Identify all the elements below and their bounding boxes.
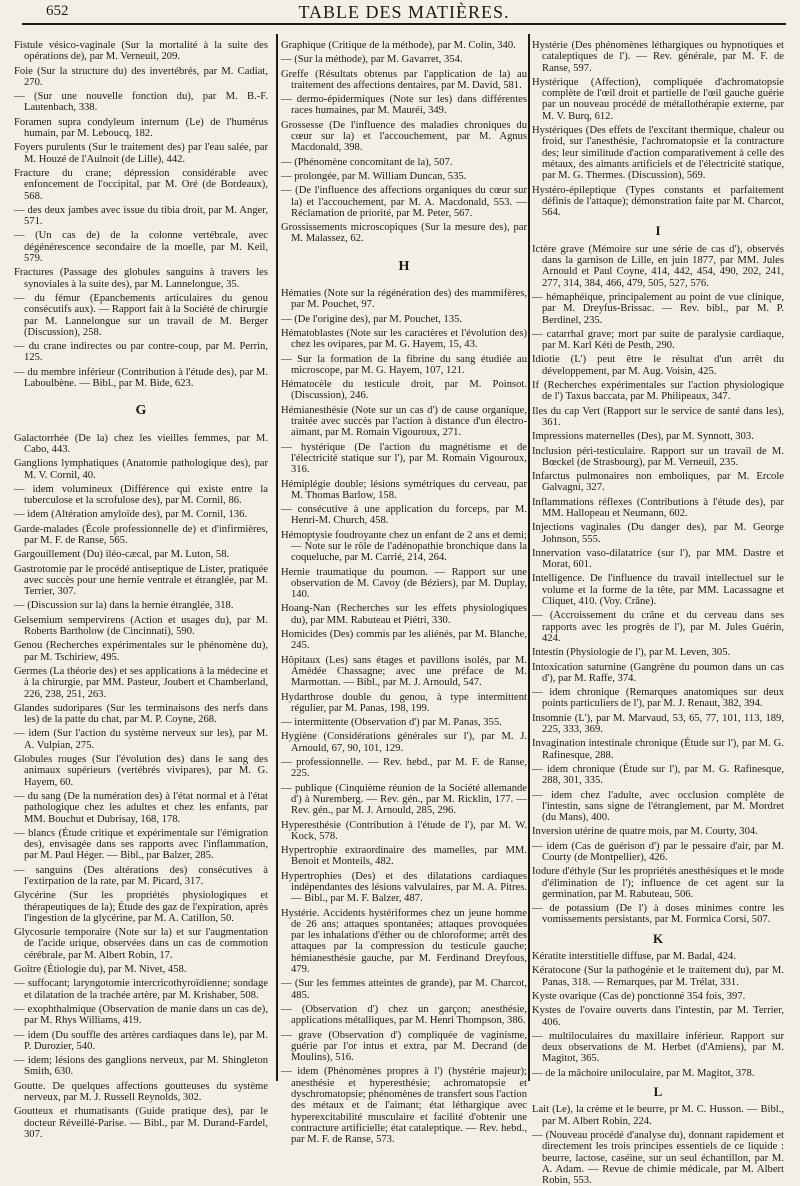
index-entry: Inflammations réflexes (Contributions à l'étude des), par MM. Hallopeau et Neumann, 602.: [532, 496, 784, 519]
index-entry: Hypertrophie extraordinaire des mamelles, par MM. Benoit et Monteils, 482.: [281, 845, 527, 868]
index-entry: Goutteux et rhumatisants (Guide pratique des), par le docteur Réveillé-Parise. — Bibl., par M. Durand-Fardel, 307.: [14, 1106, 268, 1140]
index-entry: Lait (Le), la crème et le beurre, pr M. C. Husson. — Bibl., par M. Albert Robin, 224.: [532, 1104, 784, 1127]
index-entry: Infarctus pulmonaires non emboliques, par M. Ercole Galvagni, 327.: [532, 471, 784, 494]
index-entry: — professionnelle. — Rev. hebd., par M. F. de Ranse, 225.: [281, 757, 527, 780]
index-entry: Kystes de l'ovaire ouverts dans l'intestin, par M. Terrier, 406.: [532, 1005, 784, 1028]
index-entry: Hoang-Nan (Recherches sur les effets physiologiques du), par MM. Rabuteau et Piétri, 330.: [281, 603, 527, 626]
index-entry: Genou (Recherches expérimentales sur le phénomène du), par M. Tschiriew, 495.: [14, 640, 268, 663]
index-entry: — grave (Observation d') compliquée de vaginisme, guérie par l'or intus et extra, par M. Decrand (de Moulins), 516.: [281, 1029, 527, 1064]
index-entry: — idem (Cas de guérison d') par le pessaire d'air, par M. Courty (de Montpellier), 426.: [532, 840, 784, 863]
index-entry: — (Accroissement du crâne et du cerveau dans ses rapports avec les progrès de l'), par M. Jules Guérin, 424.: [532, 610, 784, 644]
index-entry: — idem (Sur l'action du système nerveux sur les), par M. A. Vulpian, 275.: [14, 728, 268, 751]
index-entry: Innervation vaso-dilatatrice (sur l'), par MM. Dastre et Morat, 601.: [532, 547, 784, 571]
index-entry: Fractures (Passage des globules sanguins à travers les synoviales à la suite des), par M. Lannelongue, 35.: [14, 267, 268, 290]
page-title: TABLE DES MATIÈRES.: [298, 2, 510, 22]
index-entry: — multiloculaires du maxillaire inférieur. Rapport sur deux observations de M. Herbet (d'Amiens), par M. Magitot, 365.: [532, 1030, 784, 1065]
index-entry: Garde-malades (École professionnelle de) et d'infirmières, par M. F. de Ranse, 565.: [14, 523, 268, 546]
index-entry: — idem; lésions des ganglions nerveux, par M. Shingleton Smith, 630.: [14, 1055, 268, 1078]
index-entry: Foyers purulents (Sur le traitement des) par l'eau salée, par M. Houzé de l'Aulnoit (de Lille), 442.: [14, 142, 268, 165]
index-entry: Hystérie (Des phénomènes léthargiques ou hypnotiques et cataleptiques de l'). — Rev. générale, par M. F. de Ranse, 597.: [532, 40, 784, 74]
index-entry: — (Sur les femmes atteintes de grande), par M. Charcot, 485.: [281, 978, 527, 1001]
index-entry: Kératocone (Sur la pathogénie et le traitement du), par M. Panas, 318. — Remarques, par M. Trélat, 331.: [532, 965, 784, 988]
index-entry: Graphique (Critique de la méthode), par M. Colin, 340.: [281, 40, 516, 51]
index-entry: Fracture du crane; dépression considérable avec enfoncement de l'occipital, par M. Oré (de Bordeaux), 568.: [14, 167, 268, 202]
index-entry: — idem chez l'adulte, avec occlusion complète de l'intestin, sans signe de l'étranglement, par M. Mordret (du Mans), 400.: [532, 789, 784, 824]
index-entry: Glandes sudoripares (Sur les terminaisons des nerfs dans les) de la patte du chat, par M. P. Coyne, 268.: [14, 702, 268, 726]
index-entry: — exophthalmique (Observation de manie dans un cas de), par M. Rhys Williams, 419.: [14, 1003, 268, 1027]
index-entry: — (Discussion sur la) dans la hernie étranglée, 318.: [14, 600, 234, 612]
index-entry: Intoxication saturnine (Gangrène du poumon dans un cas d'), par M. Raffe, 374.: [532, 661, 784, 684]
index-entry: Inclusion péri-testiculaire. Rapport sur un travail de M. Bœckel (de Strasbourg), par M. Verneuil, 235.: [532, 445, 784, 468]
index-entry: Intelligence. De l'influence du travail intellectuel sur le volume et la forme de la tête, par MM. Lacassagne et Cliquet, 410. (Voy. Crâne).: [532, 573, 784, 608]
index-entry: Intestin (Physiologie de l'), par M. Leven, 305.: [532, 647, 731, 659]
index-entry: — intermittente (Observation d') par M. Panas, 355.: [281, 717, 502, 729]
index-entry: Hernie traumatique du poumon. — Rapport sur une observation de M. Cavoy (de Béziers), par M. Duplay, 140.: [281, 566, 527, 601]
page-header: [22, 2, 786, 22]
section-letter-g: G: [135, 403, 147, 419]
index-entry: — dermo-épidermiques (Note sur les) dans différentes races humaines, par M. Mauréi, 349.: [281, 94, 527, 117]
index-entry: — du crane indirectes ou par contre-coup, par M. Perrin, 125.: [14, 341, 268, 364]
index-entry: — prolongée, par M. William Duncan, 535.: [281, 170, 467, 182]
index-entry: — (Phénomène concomitant de la), 507.: [281, 156, 453, 168]
index-entry: — sanguins (Des altérations des) consécutives à l'extirpation de la rate, par M. Picard, 317.: [14, 864, 268, 887]
index-entry: If (Recherches expérimentales sur l'action physiologique de l') Taxus baccata, par M. Philipeaux, 347.: [532, 380, 784, 403]
section-letter-l: L: [653, 1084, 663, 1100]
index-entry: Hygiène (Considérations générales sur l'), par M. J. Arnould, 67, 90, 101, 129.: [281, 731, 527, 754]
index-entry: Hystéro-épileptique (Types constants et parfaitement définis de l'attaque); démonstration faite par M. Charcot, 564.: [532, 184, 784, 219]
index-entry: — idem (Altération amyloïde des), par M. Cornil, 136.: [14, 509, 248, 521]
page-number: 652: [46, 3, 69, 19]
index-entry: — (Un cas de) de la colonne vertébrale, avec dégénérescence secondaire de la moelle, par M. Keil, 579.: [14, 230, 268, 265]
index-entry: — de la mâchoire uniloculaire, par M. Magitot, 378.: [532, 1067, 755, 1079]
index-entry: — du membre inférieur (Contribution à l'étude des), par M. Laboulbène. — Bibl., par M. Bide, 623.: [14, 366, 268, 390]
index-entry: Iodure d'éthyle (Sur les propriétés anesthésiques et le mode d'élimination de l'); influence de cet agent sur la germination, par M. Rabuteau, 506.: [532, 866, 784, 900]
index-entry: Hystérique (Affection), compliquée d'achromatopsie complète de l'œil droit et partielle de l'œil gauche guérie par un nouveau procédé de métallothérapie externe, par M. V. Burq, 612.: [532, 76, 784, 122]
index-entry: — idem volumineux (Différence qui existe entre la tuberculose et la scrofulose des), par M. Cornil, 86.: [14, 483, 268, 507]
index-entry: Goître (Étiologie du), par M. Nivet, 458.: [14, 964, 187, 976]
index-entry: — des deux jambes avec issue du tibia droit, par M. Anger, 571.: [14, 204, 268, 228]
index-entry: Hématies (Note sur la régénération des) des mammifères, par M. Pouchet, 97.: [281, 288, 527, 311]
index-entry: Kyste ovarique (Cas de) ponctionné 354 fois, 397.: [532, 990, 746, 1002]
index-entry: Grossissements microscopiques (Sur la mesure des), par M. Malassez, 62.: [281, 222, 527, 245]
index-entry: Hématocèle du testicule droit, par M. Poinsot. (Discussion), 246.: [281, 379, 527, 402]
index-entry: — consécutive à une application du forceps, par M. Henri-M. Church, 458.: [281, 504, 527, 527]
index-entry: — idem chronique (Étude sur l'), par M. G. Rafinesque, 288, 301, 335.: [532, 763, 784, 787]
index-entry: Foramen supra condyleum internum (Le) de l'humérus humain, par M. Leboucq, 182.: [14, 116, 268, 140]
index-entry: Greffe (Résultats obtenus par l'application de la) au traitement des affections dentaires, par M. David, 581.: [281, 68, 527, 91]
index-entry: — blancs (Étude critique et expérimentale sur l'émigration des), envisagée dans ses rapports avec l'inflammation, par M. Paul Héger. — Bibl., par Balzer, 285.: [14, 827, 268, 862]
index-entry: Hypertrophies (Des) et des dilatations cardiaques indépendantes des lésions valvulaires, par M. A. Pitres. — Bibl., par M. F. Balzer, 487.: [281, 870, 527, 905]
index-entry: Invagination intestinale chronique (Étude sur l'), par M. G. Rafinesque, 288.: [532, 738, 784, 761]
index-entry: — idem chronique (Remarques anatomiques sur deux points particuliers de l'), par M. J. Renaut, 382, 394.: [532, 687, 784, 710]
index-entry: Gelsemium sempervirens (Action et usages du), par M. Roberts Bartholow (de Cincinnati), 590.: [14, 614, 268, 638]
index-entry: Hématoblastes (Note sur les caractères et l'évolution des) chez les ovipares, par M. G. Hayem, 15, 43.: [281, 327, 527, 351]
section-letter-k: K: [652, 930, 664, 946]
index-entry: Globules rouges (Sur l'évolution des) dans le sang des animaux supérieurs (vertébrés vivipares), par M. G. Hayem, 60.: [14, 754, 268, 788]
index-entry: Hôpitaux (Les) sans étages et pavillons isolés, par M. Amédée Chassagne; avec une préface de M. Marmottan. — Bibl., par M. J. Arnould, 547.: [281, 654, 527, 689]
index-entry: Gargouillement (Du) iléo-cæcal, par M. Luton, 58.: [14, 549, 230, 561]
section-letter-i: I: [655, 223, 661, 239]
index-entry: Iles du cap Vert (Rapport sur le service de santé dans les), 361.: [532, 405, 784, 428]
index-entry: — hémaphéique, principalement au point de vue clinique, par M. Dreyfus-Brissac. — Rev. bibl., par M. P. Berdinel, 235.: [532, 291, 784, 326]
index-entry: — (Sur la méthode), par M. Gavarret, 354.: [281, 54, 463, 66]
index-entry: Goutte. De quelques affections goutteuses du système nerveux, par M. J. Russell Reynolds, 302.: [14, 1080, 268, 1104]
index-entry: Ictère grave (Mémoire sur une série de cas d'), observés dans la garnison de Lille, en juin 1877, par MM. Jules Arnould et Paul Coyne, 414, 442, 454, 490, 202, 241, 277, 314, 384, 466, 479, 505, 527, 576.: [532, 243, 784, 289]
index-entry: — (Sur une nouvelle fonction du), par M. B.-F. Lautenbach, 338.: [14, 91, 268, 114]
index-entry: Gastrotomie par le procédé antiseptique de Lister, pratiquée avec succès pour une hernie ventrale et étranglée, par M. Terrier, 307.: [14, 563, 268, 598]
index-entry: Glycosurie temporaire (Note sur la) et sur l'augmentation de l'acide urique, observées dans un cas de commotion cérébrale, par M. Albert Robin, 17.: [14, 927, 268, 961]
index-entry: Galactorrhée (De la) chez les vieilles femmes, par M. Cabo, 443.: [14, 432, 268, 455]
index-entry: Hyperesthésie (Contribution à l'étude de l'), par M. W. Kock, 578.: [281, 819, 527, 842]
index-entry: Hystérie. Accidents hystériformes chez un jeune homme de 26 ans; attaques spontanées; attaques provoquées par les inhalations d'éther ou de chloroforme; arrêt des attaques par la compression du testicule gauche; hémianesthésie gauche, par M. Ferdinand Dreyfous, 479.: [281, 907, 527, 976]
header-rule: [22, 23, 786, 25]
index-entry: — de potassium (De l') à doses minimes contre les vomissements persistants, par M. Formica Corsi, 507.: [532, 903, 784, 926]
index-entry: Ganglions lymphatiques (Anatomie pathologique des), par M. V. Cornil, 40.: [14, 458, 268, 481]
index-entry: — du sang (De la numération des) à l'état normal et à l'état pathologique chez les adultes et chez les enfants, par MM. Bouchut et Dubrisay, 168, 178.: [14, 790, 268, 825]
index-column-1: [14, 40, 268, 1140]
index-entry: — suffocant; laryngotomie intercricothyroïdienne; sondage et dilatation de la trachée artère, par M. Krishaber, 508.: [14, 978, 268, 1001]
index-entry: Insomnie (L'), par M. Marvaud, 53, 65, 77, 101, 113, 189, 225, 333, 369.: [532, 712, 784, 736]
index-entry: — idem (Du souffle des artères cardiaques dans le), par M. P. Durozier, 540.: [14, 1029, 268, 1052]
section-letter-h: H: [398, 258, 410, 274]
index-entry: Hémianesthésie (Note sur un cas d') de cause organique, traitée avec succès par l'action à distance d'un électro-aimant, par M. Romain Vigouroux, 271.: [281, 404, 527, 439]
index-entry: — catarrhal grave; mort par suite de paralysie cardiaque, par M. Karl Kéti de Pesth, 290.: [532, 328, 784, 352]
index-entry: Foie (Sur la structure du) des invertébrés, par M. Cadiat, 270.: [14, 65, 268, 88]
index-entry: Idiotie (L') peut être le résultat d'un arrêt du développement, par M. Aug. Voisin, 425.: [532, 354, 784, 377]
column-divider: [276, 34, 278, 1081]
index-entry: Hémoptysie foudroyante chez un enfant de 2 ans et demi; — Note sur le rôle de l'adénopathie bronchique dans la coqueluche, par M. Carrié, 214, 264.: [281, 529, 527, 564]
index-entry: — Sur la formation de la fibrine du sang étudiée au microscope, par M. G. Hayem, 107, 121.: [281, 353, 527, 376]
index-entry: — (Nouveau procédé d'analyse du), donnant rapidement et directement les trois principes essentiels de ce liquide : beurre, lactose, caséine, sur un seul échantillon, par M. A. Adam. — Revue de chimie médicale, par M. Albert Robin, 553.: [532, 1129, 784, 1186]
index-entry: — du fémur (Epanchements articulaires du genou consécutifs aux). — Rapport fait à la Société de chirurgie par M. Lannelongue sur un travail de M. Berger (Discussion), 258.: [14, 292, 268, 338]
index-entry: — (De l'influence des affections organiques du cœur sur la) et l'accouchement, par M. A. Macdonald, 553. — Réclamation de priorité, par M. Peter, 567.: [281, 185, 527, 219]
index-entry: — hystérique (De l'action du magnétisme et de l'électricité statique sur l'), par M. Romain Vigouroux, 316.: [281, 441, 527, 476]
index-entry: Fistule vésico-vaginale (Sur la mortalité à la suite des opérations de), par M. Verneuil, 209.: [14, 40, 268, 63]
index-entry: Kératite interstitielle diffuse, par M. Badal, 424.: [532, 951, 736, 963]
index-entry: — publique (Cinquième réunion de la Société allemande d') à Nuremberg. — Rev. gén., par M. Ricklin, 177. — Rev. gén., par M. J. Arnould, 285, 296.: [281, 782, 527, 817]
index-entry: Glycérine (Sur les propriétés physiologiques et thérapeutiques de la); Étude des gaz de l'expiration, après l'ingestion de la glycérine, par M. A. Catillon, 50.: [14, 890, 268, 924]
index-entry: Hémiplégie double; lésions symétriques du cerveau, par M. Thomas Barlow, 158.: [281, 478, 527, 501]
index-entry: — (Observation d') chez un garçon; anesthésie, applications métalliques, par M. Henri Thompson, 386.: [281, 1003, 527, 1027]
index-entry: Inversion utérine de quatre mois, par M. Courty, 304.: [532, 826, 758, 838]
index-entry: — (De l'origine des), par M. Pouchet, 135.: [281, 313, 463, 325]
index-entry: Hydarthrose double du genou, à type intermittent régulier, par M. Panas, 198, 199.: [281, 691, 527, 714]
index-entry: Injections vaginales (Du danger des), par M. George Johnson, 555.: [532, 522, 784, 545]
index-entry: Germes (La théorie des) et ses applications à la médecine et à la chirurgie, par MM. Pasteur, Joubert et Chamberland, 226, 238, 251, 263.: [14, 665, 268, 700]
index-entry: Impressions maternelles (Des), par M. Synnott, 303.: [532, 431, 754, 443]
index-column-3: [532, 40, 784, 1186]
index-entry: Grossesse (De l'influence des maladies chroniques du cœur sur la) et l'accouchement, par M. Agnus Macdonald, 398.: [281, 119, 527, 154]
index-entry: Hystériques (Des effets de l'excitant thermique, chaleur ou froid, sur l'anesthésie, l'achromatopsie et la contracture des; leur similitude d'action comparativement à celle des métaux, des aimants artificiels et de l'électricité statique, par M. G. Thermes. (Discussion), 569.: [532, 125, 784, 182]
index-column-2: [281, 40, 527, 1146]
index-entry: Homicides (Des) commis par les aliénés, par M. Blanche, 245.: [281, 629, 527, 652]
column-divider: [528, 34, 530, 1081]
index-entry: — idem (Phénomènes propres à l') (hystérie majeur); anesthésie et hyperesthésie; achromatopsie et dyschromatopsie; phénomènes de transfert sous l'action des métaux et de l'aimant; état léthargique avec hyperexcitabilité musculaire et facilité d'obtenir une contracture artificielle; état cataleptique. — Rev. hebd., par M. F. de Ranse, 573.: [281, 1066, 527, 1146]
